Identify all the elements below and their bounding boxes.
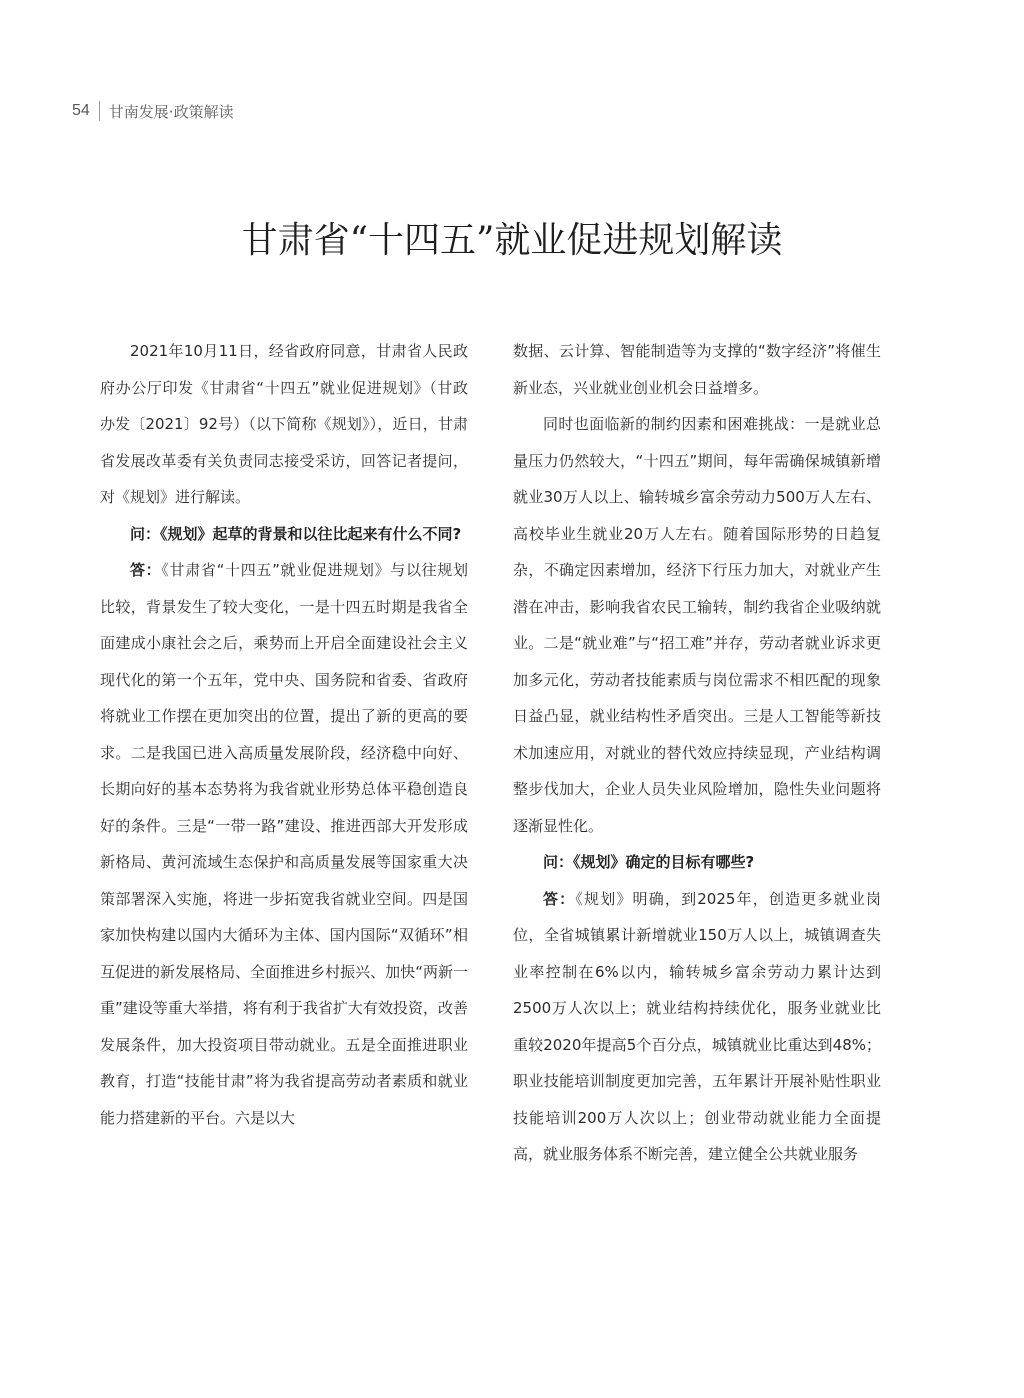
challenges-paragraph: 同时也面临新的制约因素和困难挑战：一是就业总量压力仍然较大，“十四五”期间，每年需确保城镇新增就业30万人以上、输转城乡富余劳动力500万人左右、高校毕业生就业20万人左右。随着国际形势的日趋复杂，不确定因素增加，经济下行压力加大，对就业产生潜在冲击，影响我省农民工输转，制约我省企业吸纳就业。二是“就业难”与“招工难”并存，劳动者就业诉求更加多元化，劳动者技能素质与岗位需求不相匹配的现象日益凸显，就业结构性矛盾突出。三是人工智能等新技术加速应用，对就业的替代效应持续显现，产业结构调整步伐加大，企业人员失业风险增加，隐性失业问题将逐渐显性化。	[513, 415, 881, 835]
right-column	[513, 333, 881, 1173]
intro-paragraph: 2021年10月11日，经省政府同意，甘肃省人民政府办公厅印发《甘肃省“十四五”就业促进规划》（甘政办发〔2021〕92号）（以下简称《规划》），近日，甘肃省发展改革委有关负责同志接受采访，回答记者提问，对《规划》进行解读。	[100, 342, 468, 506]
question-1: 问：《规划》起草的背景和以往比起来有什么不同?	[130, 524, 462, 543]
answer-1-label: 答：	[130, 561, 162, 579]
answer-2-label: 答：	[543, 889, 576, 908]
answer-1-text: 《甘肃省“十四五”就业促进规划》与以往规划比较，背景发生了较大变化，一是十四五时期是我省全面建成小康社会之后，乘势而上开启全面建设社会主义现代化的第一个五年，党中央、国务院和省委、省政府将就业工作摆在更加突出的位置，提出了新的更高的要求。二是我国已进入高质量发展阶段，经济稳中向好、长期向好的基本态势将为我省就业形势总体平稳创造良好的条件。三是“一带一路”建设、推进西部大开发形成新格局、黄河流域生态保护和高质量发展等国家重大决策部署深入实施，将进一步拓宽我省就业空间。四是国家加快构建以国内大循环为主体、国内国际“双循环”相互促进的新发展格局、全面推进乡村振兴、加快“两新一重”建设等重大举措，将有利于我省扩大有效投资，改善发展条件，加大投资项目带动就业。五是全面推进职业教育，打造“技能甘肃”将为我省提高劳动者素质和就业能力搭建新的平台。六是以大	[100, 561, 468, 1127]
answer-2-text: 《规划》明确，到2025年，创造更多就业岗位，全省城镇累计新增就业150万人以上，城镇调查失业率控制在6%以内，输转城乡富余劳动力累计达到2500万人次以上；就业结构持续优化，服务业就业比重较2020年提高5个百分点，城镇就业比重达到48%；职业技能培训制度更加完善，五年累计开展补贴性职业技能培训200万人次以上；创业带动就业能力全面提高，就业服务体系不断完善，建立健全公共就业服务	[513, 889, 881, 1163]
header-divider	[99, 101, 100, 121]
answer-2-paragraph	[513, 881, 881, 1173]
section-name: 甘南发展·政策解读	[108, 102, 234, 121]
question-2: 问：《规划》确定的目标有哪些?	[543, 853, 755, 871]
running-header	[72, 98, 234, 124]
article-title: 甘肃省“十四五”就业促进规划解读	[241, 220, 783, 261]
answer-1-continuation: 数据、云计算、智能制造等为支撑的“数字经济”将催生新业态，兴业就业创业机会日益增多。	[513, 342, 881, 397]
left-column	[100, 333, 468, 1136]
answer-1-paragraph	[100, 552, 468, 1136]
page-number: 54	[72, 102, 90, 119]
